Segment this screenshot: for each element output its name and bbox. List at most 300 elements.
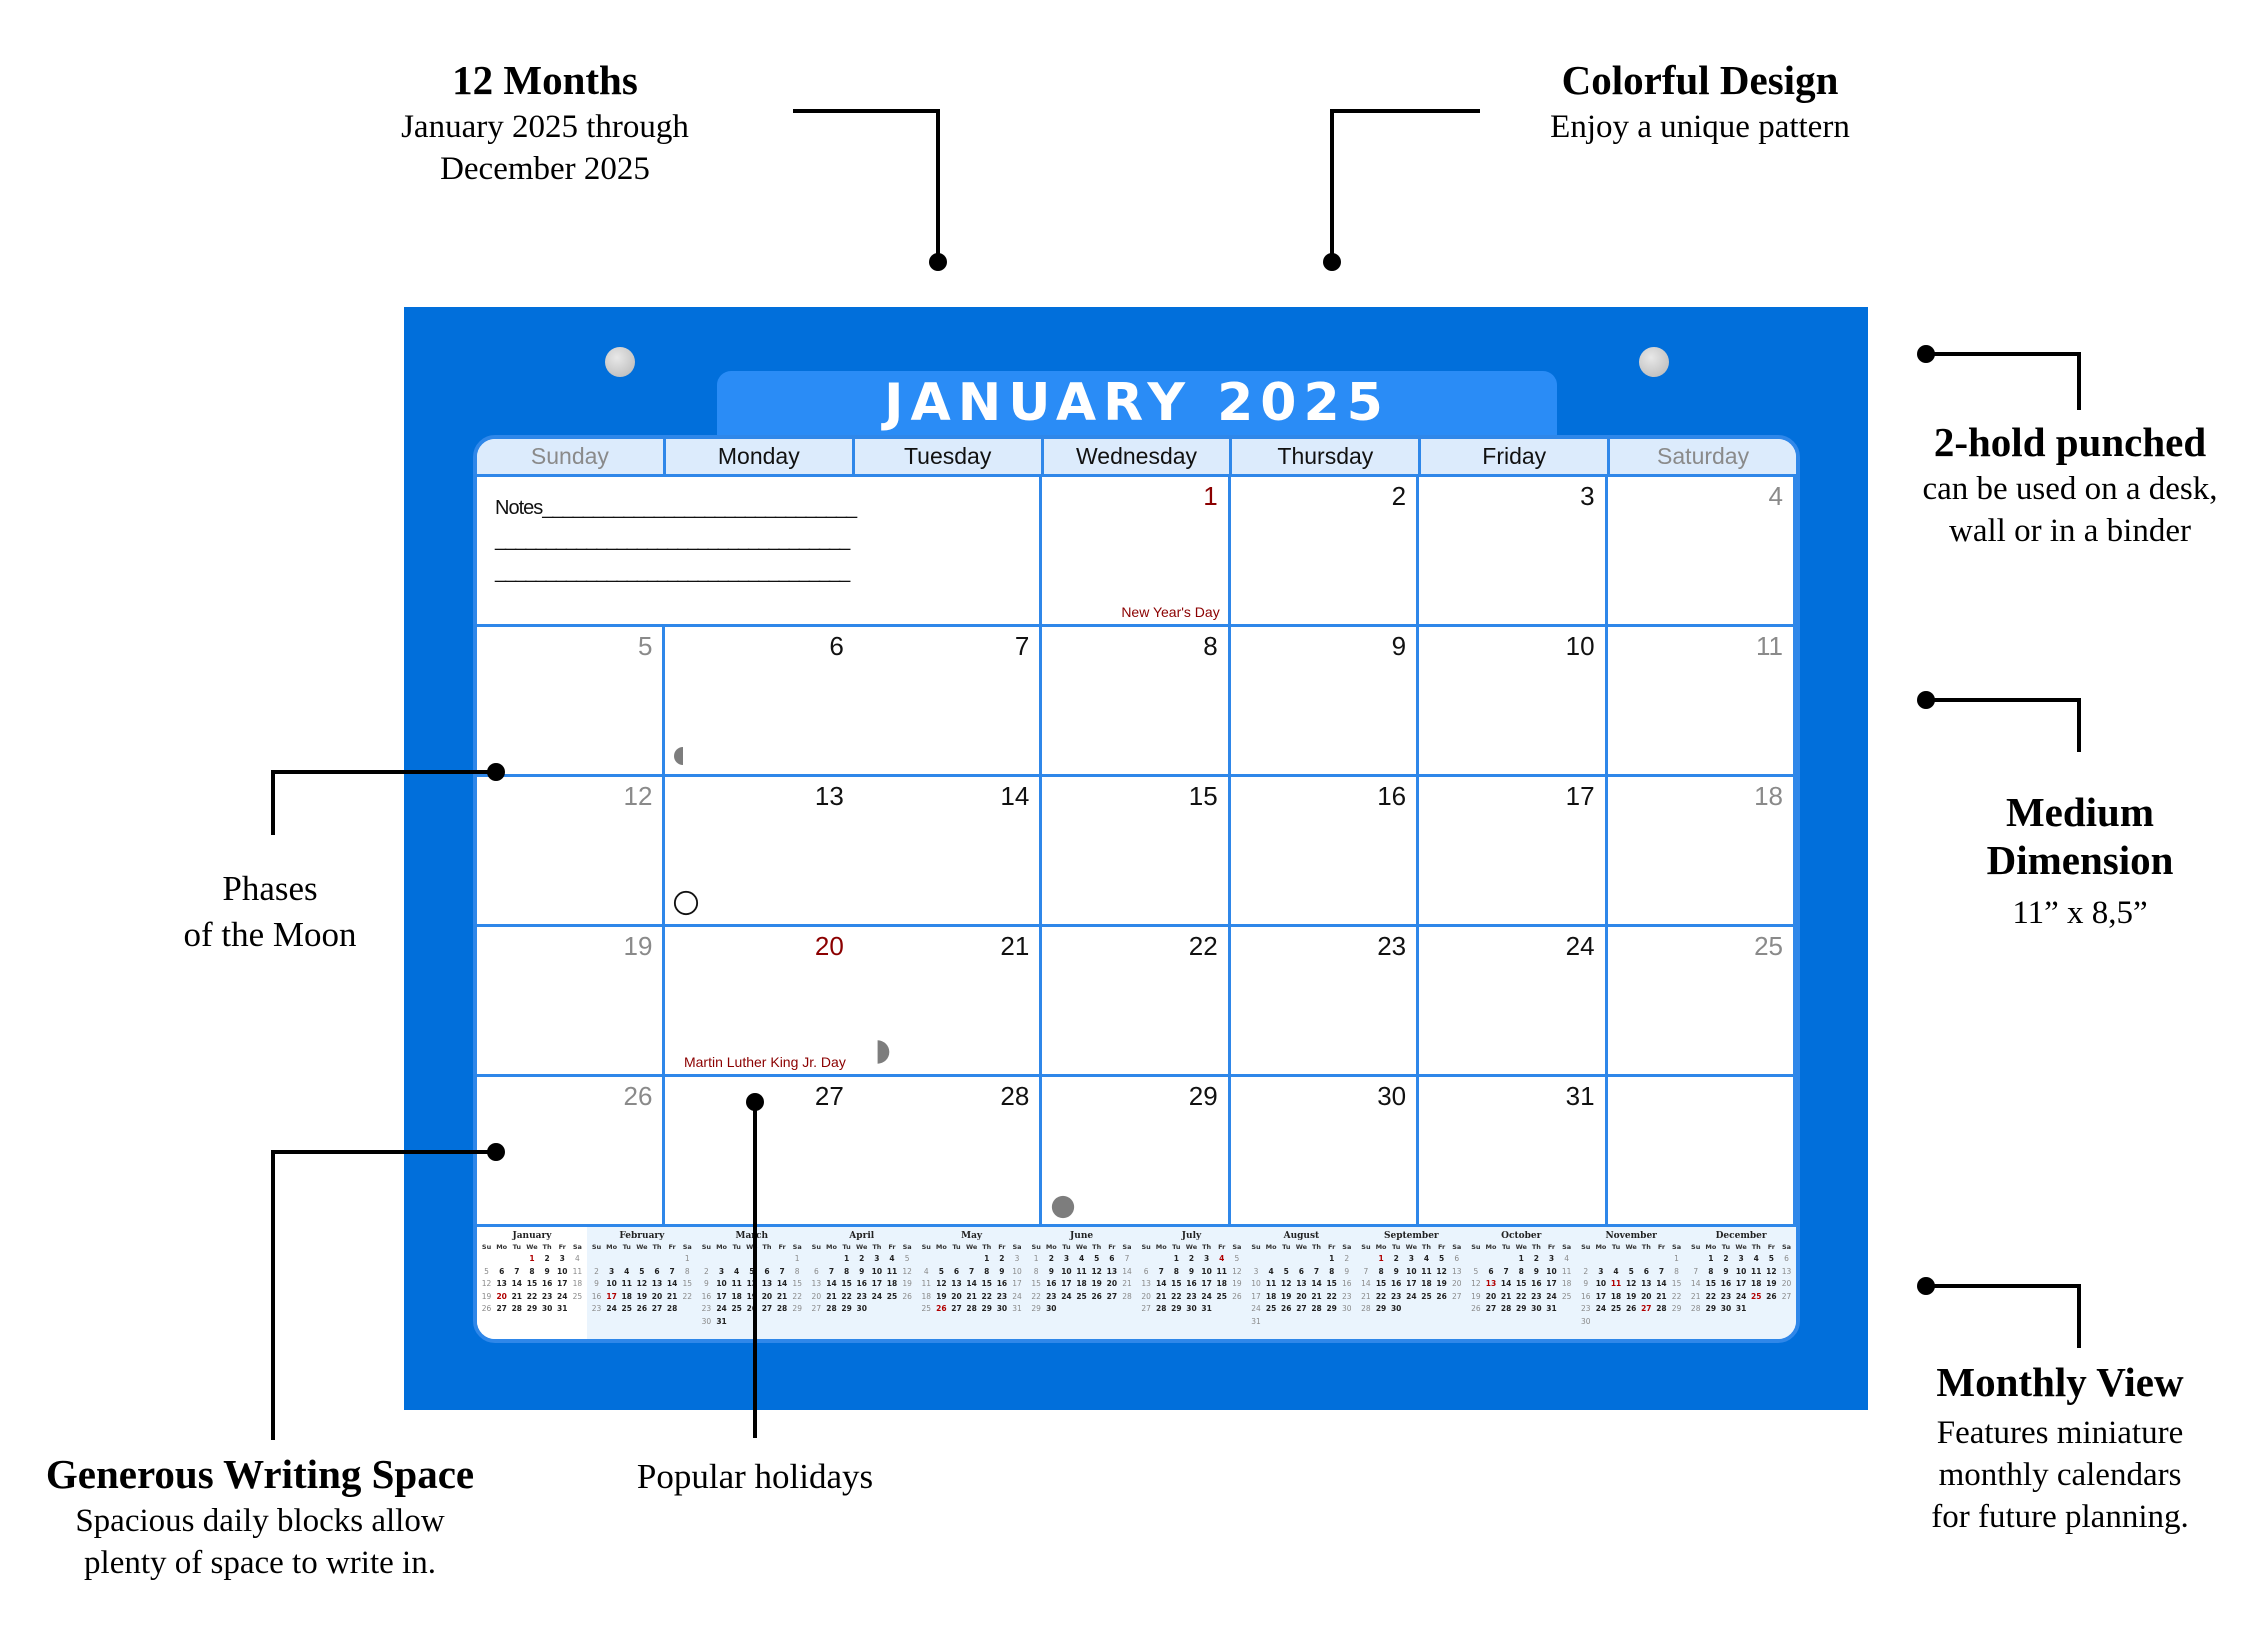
mini-day: 16 (1581, 1291, 1591, 1301)
mini-day: 23 (1581, 1304, 1591, 1313)
day-cell[interactable] (665, 927, 853, 1077)
day-number: 3 (1580, 481, 1595, 511)
mini-day: 28 (1311, 1304, 1322, 1313)
mini-day: 2 (1583, 1266, 1589, 1276)
mini-day: 6 (1454, 1254, 1460, 1263)
mini-day: 13 (951, 1279, 962, 1288)
callout-line: Enjoy a unique pattern (1550, 109, 1850, 145)
mini-day: 11 (731, 1279, 742, 1288)
day-cell[interactable] (1042, 927, 1230, 1077)
mini-weekday: Tu (1392, 1243, 1401, 1251)
mini-weekday: Th (762, 1243, 772, 1251)
mini-weekday: Tu (842, 1243, 851, 1251)
mini-weekday: Sa (1562, 1243, 1572, 1251)
mini-day: 2 (594, 1266, 599, 1276)
mini-weekday: Fr (1437, 1243, 1446, 1251)
mini-day: 11 (1076, 1266, 1087, 1276)
mini-day: 20 (1296, 1291, 1307, 1301)
day-cell[interactable] (1608, 927, 1796, 1077)
mini-month-name: October (1501, 1231, 1542, 1241)
mini-day-blank (1248, 1253, 1263, 1266)
mini-day: 4 (889, 1254, 895, 1263)
mini-day: 11 (1610, 1279, 1622, 1288)
mini-weekday: Th (542, 1243, 552, 1251)
mini-day: 20 (1106, 1279, 1118, 1288)
mini-day: 11 (886, 1266, 898, 1276)
mini-day: 1 (1329, 1254, 1335, 1263)
mini-day-blank (1358, 1253, 1373, 1266)
mini-day: 19 (936, 1291, 947, 1301)
mini-day: 6 (654, 1266, 660, 1276)
mini-day: 1 (843, 1254, 850, 1263)
day-number: 27 (814, 1081, 844, 1111)
mini-weekday: Sa (1672, 1243, 1682, 1251)
mini-day: 13 (1641, 1279, 1652, 1288)
day-cell[interactable] (1419, 927, 1607, 1077)
mini-day: 2 (859, 1254, 865, 1263)
mini-day: 22 (841, 1291, 852, 1301)
mini-day: 2 (1048, 1254, 1054, 1263)
mini-day: 8 (1329, 1266, 1335, 1276)
mini-weekday: Th (872, 1243, 882, 1251)
mini-day-blank (964, 1253, 979, 1266)
mini-day: 3 (1408, 1254, 1414, 1263)
mini-day: 18 (1076, 1279, 1087, 1288)
mini-day: 1 (1708, 1254, 1714, 1263)
mini-weekday: Mo (1375, 1243, 1387, 1251)
mini-days-grid (1468, 1253, 1574, 1316)
day-number: 22 (1188, 931, 1218, 961)
mini-day: 9 (1344, 1266, 1350, 1276)
mini-day: 13 (496, 1279, 507, 1288)
callout-title: Medium (2005, 789, 2155, 835)
mini-day-blank (714, 1253, 729, 1266)
mini-day: 20 (951, 1291, 962, 1301)
mini-day: 9 (859, 1266, 865, 1276)
mini-weekday: Tu (622, 1243, 631, 1251)
mini-day: 10 (1406, 1266, 1417, 1276)
mini-weekday: Mo (496, 1243, 508, 1251)
mini-day-blank (1483, 1253, 1498, 1266)
day-cell[interactable] (665, 627, 853, 777)
mini-day: 7 (1363, 1266, 1369, 1276)
mini-day: 9 (1723, 1266, 1729, 1276)
callout-line: Spacious daily blocks allow (75, 1503, 445, 1539)
mini-day: 27 (811, 1304, 822, 1313)
mini-day: 11 (572, 1266, 583, 1276)
mini-day: 30 (1531, 1304, 1542, 1313)
mini-day: 18 (572, 1279, 583, 1288)
mini-weekday: Tu (1062, 1243, 1071, 1251)
day-cell-empty[interactable] (1608, 1077, 1796, 1227)
mini-weekday-row (1139, 1242, 1245, 1253)
mini-day: 8 (1674, 1266, 1679, 1276)
mini-day: 27 (1781, 1291, 1792, 1301)
mini-weekday: Mo (1265, 1243, 1277, 1251)
callout-title: Dimension (1986, 837, 2174, 883)
mini-day: 28 (666, 1304, 678, 1313)
mini-day: 1 (984, 1254, 990, 1263)
mini-day: 3 (609, 1266, 615, 1276)
mini-days-grid (809, 1253, 915, 1316)
day-cell[interactable] (1608, 627, 1796, 777)
mini-day-blank (934, 1253, 949, 1266)
mini-weekday: Sa (682, 1243, 692, 1251)
mini-month-name: November (1605, 1231, 1657, 1241)
mini-weekday: We (965, 1243, 978, 1251)
mini-day: 26 (1281, 1304, 1292, 1313)
mini-day: 13 (1296, 1279, 1307, 1288)
mini-day-blank (919, 1253, 934, 1266)
mini-day: 29 (841, 1304, 852, 1313)
day-number: 13 (814, 781, 844, 811)
mini-day: 19 (1281, 1291, 1292, 1301)
callout-monthly-view (1880, 1358, 2240, 1538)
mini-day: 12 (636, 1279, 648, 1288)
day-cell[interactable] (1608, 777, 1796, 927)
day-cell[interactable] (854, 777, 1042, 927)
mini-weekday: Su (1691, 1243, 1701, 1251)
day-cell[interactable] (477, 777, 665, 927)
mini-day: 19 (636, 1291, 648, 1301)
calendar-sheet (473, 435, 1800, 1343)
mini-weekday: Th (1312, 1243, 1322, 1251)
mini-day: 18 (621, 1291, 632, 1301)
mini-weekday: Sa (902, 1243, 912, 1251)
callout-title: Generous Writing Space (45, 1451, 475, 1497)
mini-day: 12 (1091, 1266, 1102, 1276)
mini-day: 30 (1581, 1316, 1591, 1326)
day-cell[interactable] (1231, 1077, 1419, 1227)
mini-calendar-january (477, 1227, 587, 1343)
callout-title: Colorful Design (1561, 57, 1839, 103)
weekday-wednesday: Wednesday (1044, 439, 1233, 474)
mini-day-blank (949, 1253, 964, 1266)
mini-day-blank (1639, 1253, 1654, 1266)
mini-day: 3 (874, 1254, 880, 1263)
mini-weekday: Fr (558, 1243, 566, 1251)
mini-day: 20 (761, 1291, 773, 1301)
mini-day: 23 (1186, 1291, 1197, 1301)
day-number: 23 (1377, 931, 1407, 961)
mini-day: 26 (636, 1304, 648, 1313)
mini-weekday: Su (1471, 1243, 1481, 1251)
mini-day: 21 (1690, 1291, 1701, 1301)
mini-day: 17 (871, 1279, 883, 1288)
weekday-saturday: Saturday (1657, 443, 1750, 469)
notes-area[interactable] (477, 477, 1042, 627)
mini-day: 1 (1674, 1254, 1679, 1263)
mini-weekday: Fr (778, 1243, 786, 1251)
mini-day: 14 (1311, 1279, 1322, 1288)
mini-day: 14 (511, 1279, 523, 1288)
mini-weekday: Tu (1172, 1243, 1181, 1251)
mini-day: 23 (1342, 1291, 1352, 1301)
callout-line: for future planning. (1931, 1499, 2189, 1535)
mini-day-blank (604, 1253, 619, 1266)
mini-day: 10 (1061, 1266, 1072, 1276)
mini-day: 8 (794, 1266, 800, 1276)
mini-day: 10 (1251, 1279, 1261, 1288)
mini-days-grid (699, 1253, 805, 1328)
mini-day: 7 (669, 1266, 675, 1276)
mini-day: 14 (826, 1279, 837, 1288)
day-cell[interactable] (665, 777, 853, 927)
callout-line: Popular holidays (636, 1457, 874, 1496)
mini-day: 26 (1471, 1304, 1481, 1313)
mini-day: 12 (1281, 1279, 1292, 1288)
mini-day: 5 (749, 1266, 755, 1276)
mini-day: 8 (684, 1266, 690, 1276)
mini-day: 10 (1546, 1266, 1557, 1276)
day-cell[interactable] (665, 1077, 853, 1227)
mini-day: 24 (606, 1304, 617, 1313)
mini-day: 6 (764, 1266, 770, 1276)
mini-day: 1 (1173, 1254, 1179, 1263)
mini-day: 25 (621, 1304, 632, 1313)
callout-line: wall or in a binder (1949, 513, 2191, 549)
month-title: JANUARY 2025 (884, 373, 1390, 433)
day-cell[interactable] (1231, 927, 1419, 1077)
mini-day: 24 (716, 1304, 727, 1313)
mini-weekday: Tu (512, 1243, 521, 1251)
mini-day: 9 (1048, 1266, 1054, 1276)
mini-day: 25 (1751, 1291, 1762, 1301)
day-cell[interactable] (1042, 477, 1230, 627)
leader-dot (1917, 691, 1935, 709)
mini-day: 5 (1438, 1254, 1445, 1263)
mini-day: 18 (886, 1279, 898, 1288)
mini-day: 4 (1753, 1254, 1759, 1263)
day-cell[interactable] (1231, 627, 1419, 777)
mini-day: 10 (716, 1279, 727, 1288)
mini-day: 11 (1751, 1266, 1762, 1276)
leader-dot (1917, 1277, 1935, 1295)
mini-day: 2 (1344, 1254, 1350, 1263)
day-cell[interactable] (477, 927, 665, 1077)
mini-day: 7 (1124, 1254, 1130, 1263)
calendar-board (404, 307, 1868, 1410)
mini-calendar-february (587, 1227, 697, 1343)
mini-day: 15 (1171, 1279, 1182, 1288)
mini-day: 5 (1094, 1254, 1100, 1263)
mini-day: 16 (1531, 1279, 1542, 1288)
mini-weekday: Sa (1342, 1243, 1352, 1251)
weekday-friday: Friday (1421, 439, 1610, 474)
mini-day: 12 (1766, 1266, 1777, 1276)
mini-day: 8 (984, 1266, 990, 1276)
mini-day: 19 (1091, 1279, 1102, 1288)
mini-day-blank (1499, 1253, 1514, 1266)
mini-day: 28 (966, 1304, 977, 1313)
mini-day: 30 (996, 1304, 1008, 1313)
mini-day: 4 (574, 1254, 580, 1263)
mini-day: 6 (1784, 1254, 1789, 1263)
mini-calendar-august (1246, 1227, 1356, 1343)
day-cell[interactable] (477, 627, 665, 777)
mini-calendar-december (1686, 1227, 1796, 1343)
mini-day: 21 (826, 1291, 837, 1301)
mini-day: 28 (1690, 1304, 1701, 1313)
mini-weekday: Tu (732, 1243, 741, 1251)
mini-weekday: Su (591, 1243, 602, 1251)
mini-day: 27 (951, 1304, 962, 1313)
mini-day: 28 (1656, 1304, 1667, 1313)
mini-weekday: Fr (1767, 1243, 1775, 1251)
mini-day: 4 (1423, 1254, 1430, 1263)
mini-weekday-row (479, 1242, 585, 1253)
mini-day: 7 (1158, 1266, 1164, 1276)
day-cell[interactable] (477, 1077, 665, 1227)
mini-day: 24 (1595, 1304, 1607, 1313)
mini-day: 2 (1723, 1254, 1729, 1263)
mini-day: 19 (1436, 1279, 1447, 1288)
mini-day: 7 (779, 1266, 785, 1276)
mini-day: 21 (666, 1291, 678, 1301)
mini-day: 30 (1720, 1304, 1732, 1313)
mini-day: 11 (1421, 1266, 1432, 1276)
day-cell[interactable] (854, 927, 1042, 1077)
mini-day: 10 (1735, 1266, 1747, 1276)
day-number: 1 (1203, 481, 1218, 511)
mini-day-blank (1294, 1253, 1309, 1266)
punch-hole-right (1639, 347, 1669, 377)
day-cell[interactable] (1042, 777, 1230, 927)
mini-day-blank (634, 1253, 649, 1266)
day-cell[interactable] (854, 1077, 1042, 1227)
mini-day: 24 (1201, 1291, 1212, 1301)
mini-weekday: Fr (1108, 1243, 1116, 1251)
mini-day: 25 (731, 1304, 742, 1313)
day-cell[interactable] (1419, 627, 1607, 777)
mini-day: 28 (1361, 1304, 1371, 1313)
mini-weekday: Mo (1705, 1243, 1717, 1251)
full-moon-icon (673, 890, 699, 916)
mini-day: 22 (1031, 1291, 1041, 1301)
callout-popular-holidays (590, 1456, 920, 1498)
holiday-label: New Year's Day (1121, 604, 1220, 620)
day-cell[interactable] (854, 627, 1042, 777)
mini-day: 31 (557, 1304, 568, 1313)
mini-day: 25 (1610, 1304, 1622, 1313)
day-number: 4 (1768, 481, 1783, 511)
mini-day: 4 (734, 1266, 740, 1276)
mini-day: 29 (792, 1304, 802, 1313)
mini-weekday: Sa (1122, 1243, 1132, 1251)
notes-line: ___________________________________ (495, 561, 850, 583)
mini-day: 9 (999, 1266, 1005, 1276)
last-quarter-icon (874, 1038, 892, 1066)
mini-weekday: Fr (998, 1243, 1006, 1251)
mini-weekday: We (1735, 1243, 1747, 1251)
mini-day: 27 (1641, 1304, 1652, 1313)
mini-days-grid (1688, 1253, 1794, 1316)
mini-day: 15 (1375, 1279, 1387, 1288)
mini-day: 21 (1311, 1291, 1322, 1301)
mini-day: 9 (594, 1279, 599, 1288)
mini-day: 29 (1326, 1304, 1337, 1313)
day-number: 19 (623, 931, 653, 961)
day-cell[interactable] (1419, 1077, 1607, 1227)
mini-weekday: We (636, 1243, 648, 1251)
day-cell[interactable] (1231, 777, 1419, 927)
mini-days-grid (919, 1253, 1025, 1316)
day-cell[interactable] (1419, 777, 1607, 927)
mini-weekday-row (919, 1242, 1025, 1253)
mini-day: 31 (1546, 1304, 1557, 1313)
day-cell[interactable] (1608, 477, 1796, 627)
mini-day: 11 (1216, 1266, 1227, 1276)
mini-day: 9 (704, 1279, 709, 1288)
mini-day: 14 (1156, 1279, 1167, 1288)
mini-day: 8 (1708, 1266, 1714, 1276)
mini-weekday: Mo (935, 1243, 947, 1251)
day-cell[interactable] (1042, 627, 1230, 777)
mini-day: 3 (1738, 1254, 1744, 1263)
mini-day: 23 (591, 1304, 602, 1313)
mini-day: 20 (1641, 1291, 1652, 1301)
callout-line: can be used on a desk, (1922, 471, 2218, 507)
mini-day-blank (1608, 1253, 1623, 1266)
mini-weekday: We (526, 1243, 538, 1251)
mini-day: 7 (1313, 1266, 1320, 1276)
mini-day: 30 (856, 1304, 867, 1313)
mini-day: 21 (1156, 1291, 1167, 1301)
mini-day: 4 (923, 1266, 929, 1276)
mini-month-name: January (512, 1231, 552, 1241)
mini-day: 16 (1720, 1279, 1732, 1288)
day-cell[interactable] (1231, 477, 1419, 627)
mini-day: 23 (1720, 1291, 1732, 1301)
mini-day: 13 (651, 1279, 663, 1288)
mini-day: 8 (1518, 1266, 1524, 1276)
callout-colorful-design (1515, 56, 1885, 148)
callout-moon-phases (140, 866, 400, 958)
mini-day: 28 (1500, 1304, 1512, 1313)
mini-day: 15 (682, 1279, 693, 1288)
mini-day: 17 (557, 1279, 568, 1288)
mini-day-blank (809, 1253, 824, 1266)
mini-day: 21 (511, 1291, 523, 1301)
mini-weekday: Fr (1328, 1243, 1336, 1251)
mini-weekday: Th (652, 1243, 662, 1251)
mini-calendar-october (1466, 1227, 1576, 1343)
mini-day: 3 (1014, 1254, 1020, 1263)
mini-day: 18 (1561, 1279, 1572, 1288)
mini-day: 6 (1109, 1254, 1115, 1263)
mini-day-blank (1624, 1253, 1639, 1266)
mini-day: 14 (1656, 1279, 1667, 1288)
mini-weekday: Su (811, 1243, 821, 1251)
mini-day: 15 (1671, 1279, 1682, 1288)
mini-day: 2 (1188, 1254, 1195, 1263)
mini-day: 28 (1122, 1291, 1132, 1301)
mini-weekday: Fr (1218, 1243, 1226, 1251)
mini-day: 5 (1473, 1266, 1479, 1276)
day-cell[interactable] (1419, 477, 1607, 627)
day-cell[interactable] (1042, 1077, 1230, 1227)
mini-day: 14 (1361, 1279, 1371, 1288)
mini-day: 25 (921, 1304, 932, 1313)
mini-weekday: Sa (1232, 1243, 1242, 1251)
mini-day: 4 (1078, 1254, 1085, 1263)
mini-weekday: Mo (825, 1243, 837, 1251)
mini-day: 24 (1546, 1291, 1557, 1301)
mini-day-blank (1154, 1253, 1169, 1266)
mini-day: 2 (544, 1254, 550, 1263)
mini-weekday: Su (1251, 1243, 1261, 1251)
mini-day: 18 (731, 1291, 742, 1301)
